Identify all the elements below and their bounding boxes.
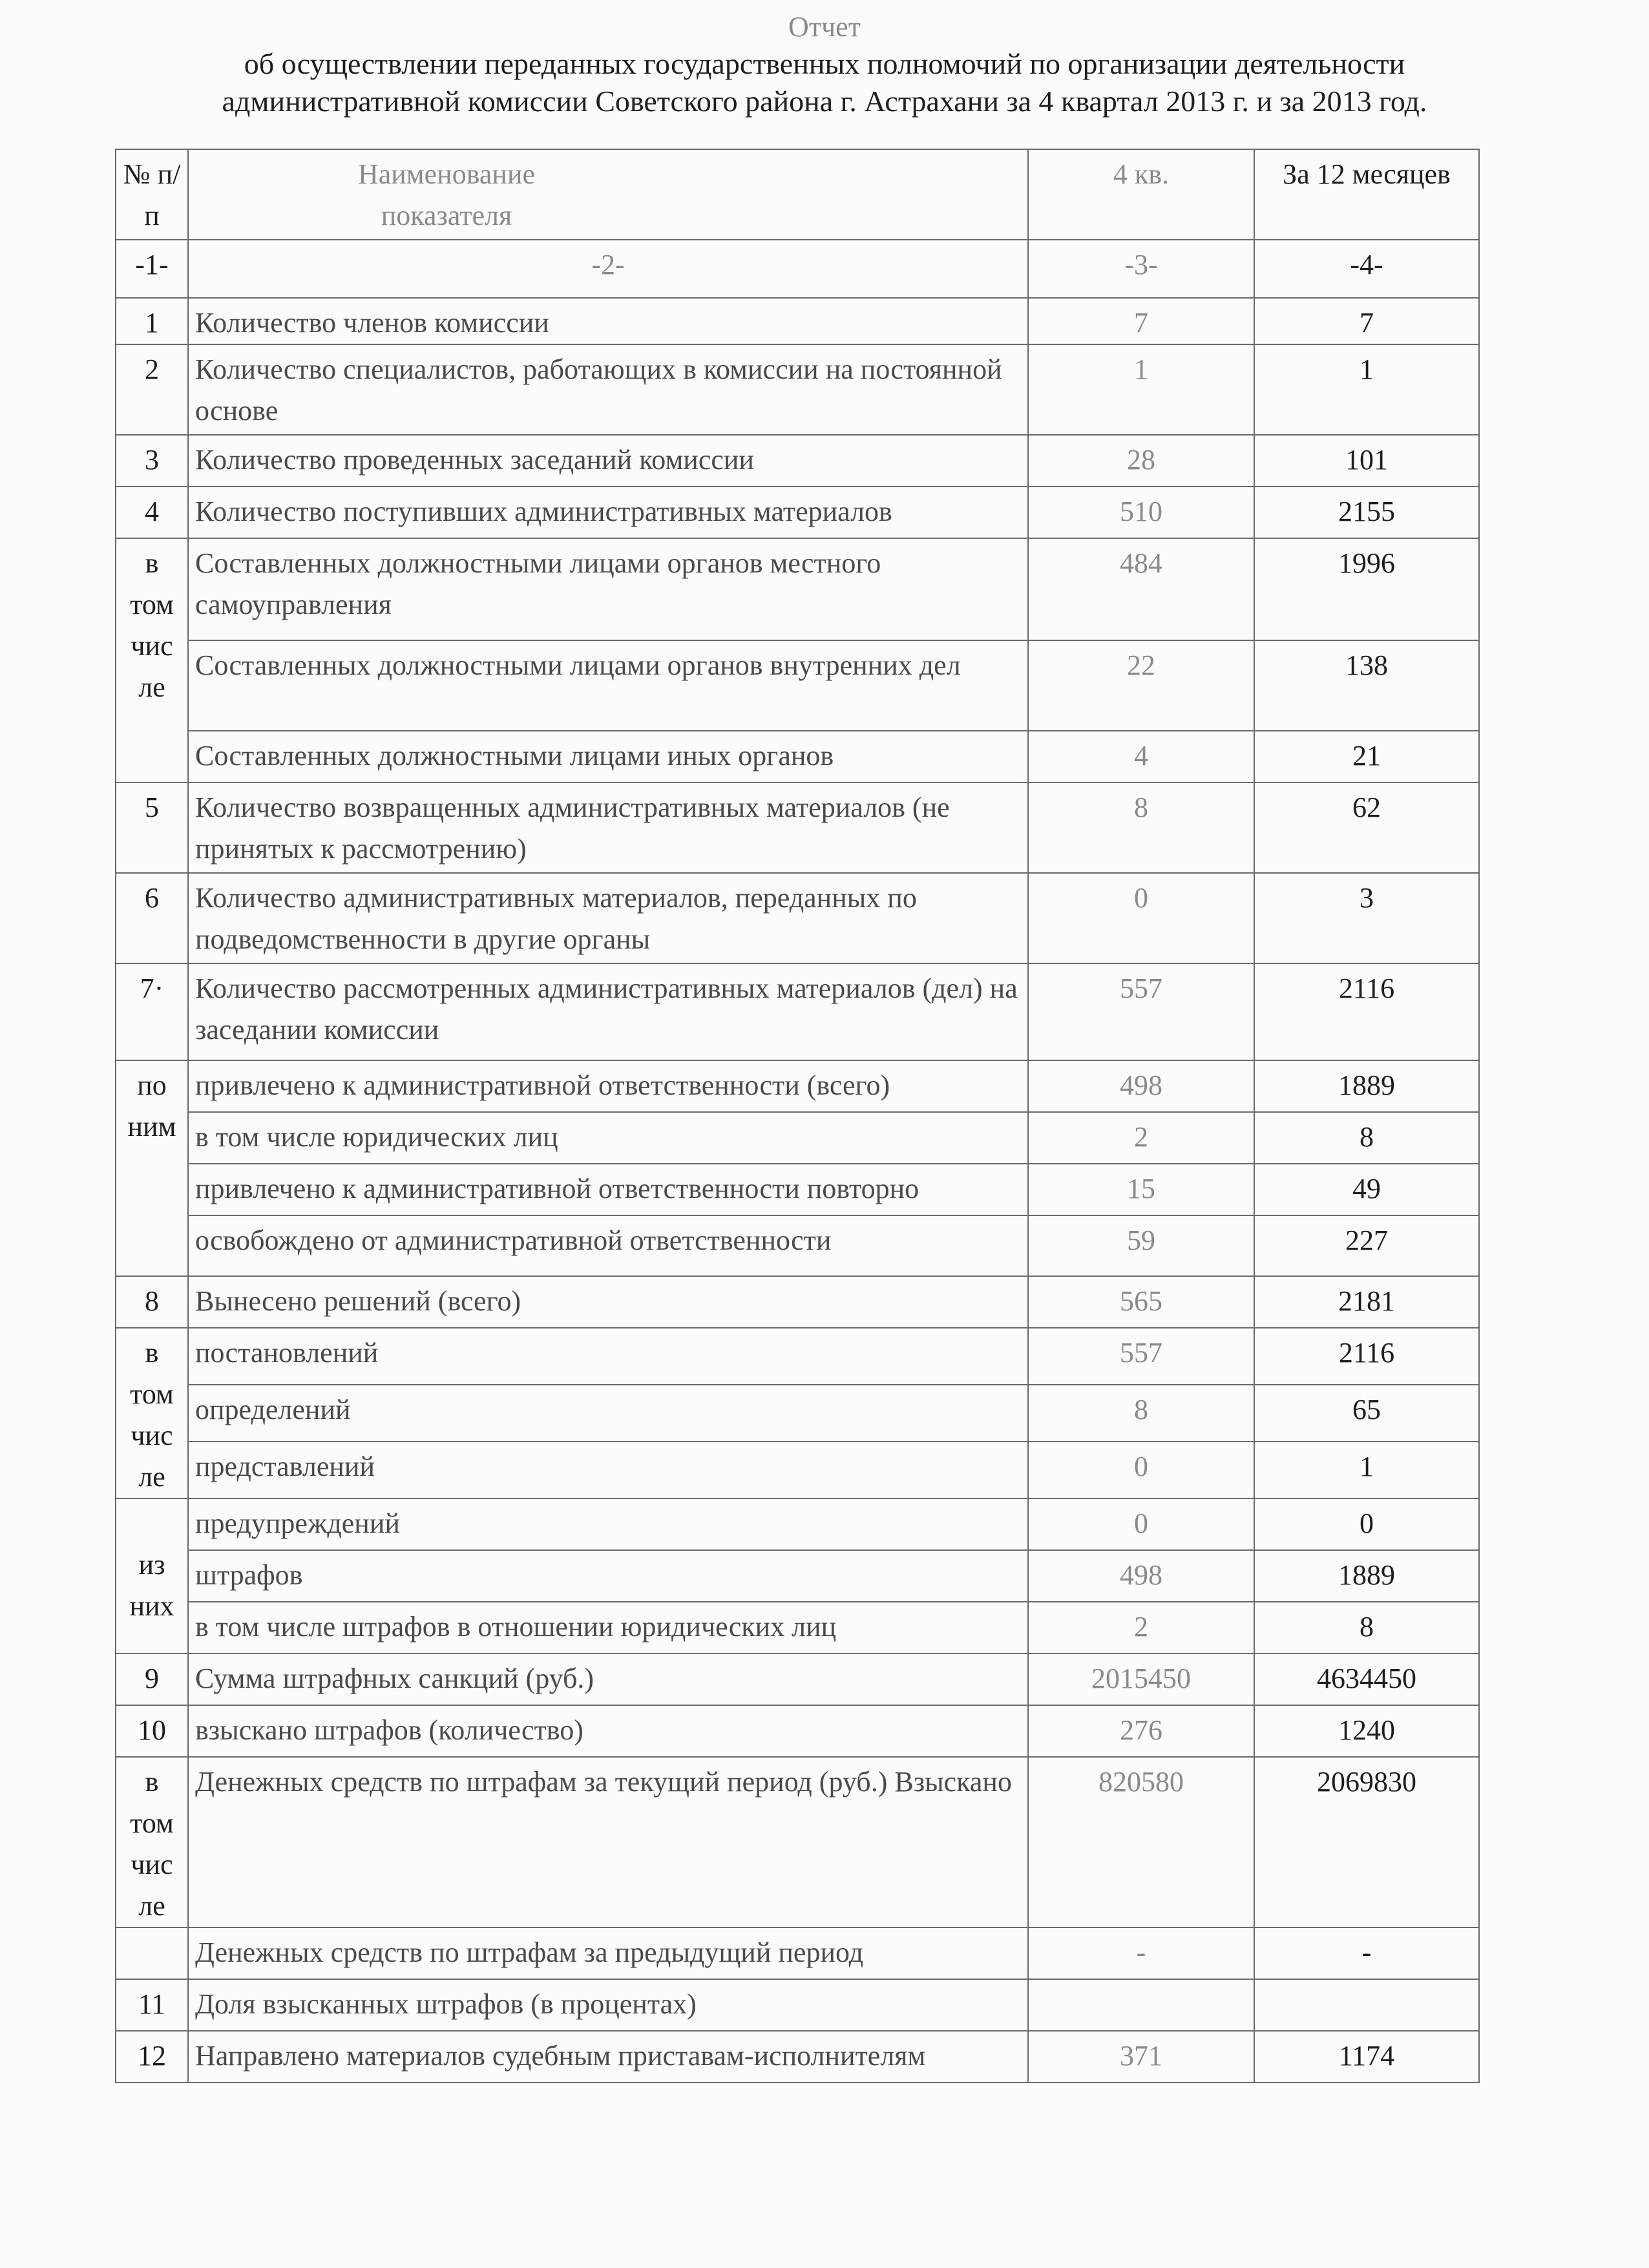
row-name: в том числе штрафов в отношении юридических лиц bbox=[188, 1602, 1028, 1654]
row-y12: 2069830 bbox=[1254, 1757, 1479, 1927]
row-y12: 227 bbox=[1254, 1215, 1479, 1276]
table-row bbox=[116, 1654, 1479, 1705]
row-y12: 21 bbox=[1254, 731, 1479, 782]
report-title bbox=[0, 9, 1649, 120]
table-row bbox=[116, 731, 1479, 782]
row-q4: 8 bbox=[1028, 782, 1254, 873]
colnum-2: -2- bbox=[188, 240, 1028, 298]
header-row bbox=[116, 149, 1479, 240]
table-row bbox=[116, 344, 1479, 435]
row-q4: 2 bbox=[1028, 1602, 1254, 1654]
table-row bbox=[116, 782, 1479, 873]
row-num: 5 bbox=[116, 782, 188, 873]
row-q4: 0 bbox=[1028, 873, 1254, 963]
row-y12: - bbox=[1254, 1927, 1479, 1979]
row-name: Направлено материалов судебным приставам-исполнителям bbox=[188, 2031, 1028, 2083]
row-q4: 0 bbox=[1028, 1498, 1254, 1550]
colnum-4: -4- bbox=[1254, 240, 1479, 298]
row-num: 1 bbox=[116, 298, 188, 344]
row-y12: 1889 bbox=[1254, 1550, 1479, 1602]
row-name: Количество поступивших административных материалов bbox=[188, 487, 1028, 538]
header-y12: За 12 месяцев bbox=[1254, 149, 1479, 240]
table-row bbox=[116, 1060, 1479, 1112]
table-row bbox=[116, 2031, 1479, 2083]
row-name: Количество административных материалов, переданных по подведомственности в другие органы bbox=[188, 873, 1028, 963]
title-line-2: об осуществлении переданных государственных полномочий по организации деятельности bbox=[244, 47, 1405, 80]
row-y12: 1889 bbox=[1254, 1060, 1479, 1112]
row-q4: 59 bbox=[1028, 1215, 1254, 1276]
row-name: освобождено от административной ответственности bbox=[188, 1215, 1028, 1276]
row-num: 7· bbox=[116, 963, 188, 1060]
row-q4: 7 bbox=[1028, 298, 1254, 344]
row-q4: 4 bbox=[1028, 731, 1254, 782]
row-q4: 28 bbox=[1028, 435, 1254, 487]
header-num: № п/п bbox=[116, 149, 188, 240]
row-name: Составленных должностными лицами иных органов bbox=[188, 731, 1028, 782]
row-y12: 4634450 bbox=[1254, 1654, 1479, 1705]
header-name: Наименование показателя bbox=[188, 149, 1028, 240]
table-row bbox=[116, 1164, 1479, 1215]
row-y12 bbox=[1254, 1979, 1479, 2031]
group-label-by-them: по ним bbox=[116, 1060, 188, 1276]
row-name: в том числе юридических лиц bbox=[188, 1112, 1028, 1164]
table-row bbox=[116, 640, 1479, 731]
row-num: 3 bbox=[116, 435, 188, 487]
row-name: Количество проведенных заседаний комиссии bbox=[188, 435, 1028, 487]
row-q4: 2 bbox=[1028, 1112, 1254, 1164]
row-y12: 2116 bbox=[1254, 1328, 1479, 1385]
row-y12: 138 bbox=[1254, 640, 1479, 731]
table-row bbox=[116, 1979, 1479, 2031]
table-row bbox=[116, 1927, 1479, 1979]
row-q4: 1 bbox=[1028, 344, 1254, 435]
group-label-in-that-number: в том чис ле bbox=[116, 1328, 188, 1498]
row-name: штрафов bbox=[188, 1550, 1028, 1602]
row-y12: 8 bbox=[1254, 1602, 1479, 1654]
row-q4: 510 bbox=[1028, 487, 1254, 538]
row-num: 4 bbox=[116, 487, 188, 538]
row-q4: 498 bbox=[1028, 1060, 1254, 1112]
row-name: определений bbox=[188, 1385, 1028, 1442]
row-name: Количество членов комиссии bbox=[188, 298, 1028, 344]
row-y12: 65 bbox=[1254, 1385, 1479, 1442]
row-q4 bbox=[1028, 1979, 1254, 2031]
table-row bbox=[116, 1328, 1479, 1385]
row-q4: 565 bbox=[1028, 1276, 1254, 1328]
row-q4: 371 bbox=[1028, 2031, 1254, 2083]
row-q4: 2015450 bbox=[1028, 1654, 1254, 1705]
row-q4: 484 bbox=[1028, 538, 1254, 640]
row-q4: 0 bbox=[1028, 1442, 1254, 1498]
row-num: 9 bbox=[116, 1654, 188, 1705]
table-row bbox=[116, 487, 1479, 538]
table-row bbox=[116, 435, 1479, 487]
column-number-row bbox=[116, 240, 1479, 298]
row-y12: 7 bbox=[1254, 298, 1479, 344]
title-line-1: Отчет bbox=[788, 11, 861, 43]
table-row bbox=[116, 963, 1479, 1060]
row-y12: 2155 bbox=[1254, 487, 1479, 538]
table-row bbox=[116, 1385, 1479, 1442]
row-q4: 22 bbox=[1028, 640, 1254, 731]
table-row bbox=[116, 1498, 1479, 1550]
row-name: взыскано штрафов (количество) bbox=[188, 1705, 1028, 1757]
group-label-in-that-number: в том чис ле bbox=[116, 1757, 188, 1927]
row-q4: - bbox=[1028, 1927, 1254, 1979]
colnum-3: -3- bbox=[1028, 240, 1254, 298]
table-row bbox=[116, 1705, 1479, 1757]
row-q4: 498 bbox=[1028, 1550, 1254, 1602]
table-row bbox=[116, 1112, 1479, 1164]
row-y12: 2116 bbox=[1254, 963, 1479, 1060]
row-name: Составленных должностными лицами органов местного самоуправления bbox=[188, 538, 1028, 640]
row-num: 6 bbox=[116, 873, 188, 963]
row-num: 2 bbox=[116, 344, 188, 435]
row-q4: 8 bbox=[1028, 1385, 1254, 1442]
row-q4: 820580 bbox=[1028, 1757, 1254, 1927]
report-table bbox=[115, 149, 1480, 2083]
row-y12: 1 bbox=[1254, 344, 1479, 435]
row-y12: 62 bbox=[1254, 782, 1479, 873]
row-y12: 49 bbox=[1254, 1164, 1479, 1215]
row-name: привлечено к административной ответственности (всего) bbox=[188, 1060, 1028, 1112]
colnum-1: -1- bbox=[116, 240, 188, 298]
row-q4: 557 bbox=[1028, 963, 1254, 1060]
row-q4: 557 bbox=[1028, 1328, 1254, 1385]
row-name: Денежных средств по штрафам за предыдущий период bbox=[188, 1927, 1028, 1979]
row-name: Количество специалистов, работающих в комиссии на постоянной основе bbox=[188, 344, 1028, 435]
row-name: Сумма штрафных санкций (руб.) bbox=[188, 1654, 1028, 1705]
row-num: 8 bbox=[116, 1276, 188, 1328]
row-name: Количество рассмотренных административных материалов (дел) на заседании комиссии bbox=[188, 963, 1028, 1060]
header-q4: 4 кв. bbox=[1028, 149, 1254, 240]
row-num: 10 bbox=[116, 1705, 188, 1757]
row-y12: 0 bbox=[1254, 1498, 1479, 1550]
table-row bbox=[116, 538, 1479, 640]
table-row bbox=[116, 1550, 1479, 1602]
row-y12: 1 bbox=[1254, 1442, 1479, 1498]
row-name: представлений bbox=[188, 1442, 1028, 1498]
row-y12: 1996 bbox=[1254, 538, 1479, 640]
table-row bbox=[116, 1276, 1479, 1328]
row-name: Количество возвращенных административных материалов (не принятых к рассмотрению) bbox=[188, 782, 1028, 873]
row-name: привлечено к административной ответственности повторно bbox=[188, 1164, 1028, 1215]
row-q4: 15 bbox=[1028, 1164, 1254, 1215]
row-y12: 2181 bbox=[1254, 1276, 1479, 1328]
row-y12: 8 bbox=[1254, 1112, 1479, 1164]
row-name: постановлений bbox=[188, 1328, 1028, 1385]
row-q4: 276 bbox=[1028, 1705, 1254, 1757]
row-num: 12 bbox=[116, 2031, 188, 2083]
row-y12: 1240 bbox=[1254, 1705, 1479, 1757]
group-label-of-them: из них bbox=[116, 1498, 188, 1654]
table-row bbox=[116, 1757, 1479, 1927]
table-row bbox=[116, 873, 1479, 963]
row-name: предупреждений bbox=[188, 1498, 1028, 1550]
row-num: 11 bbox=[116, 1979, 188, 2031]
table-row bbox=[116, 1215, 1479, 1276]
row-name: Составленных должностными лицами органов внутренних дел bbox=[188, 640, 1028, 731]
row-num-empty bbox=[116, 1927, 188, 1979]
table-row bbox=[116, 1442, 1479, 1498]
table-row bbox=[116, 298, 1479, 344]
row-y12: 3 bbox=[1254, 873, 1479, 963]
row-name: Вынесено решений (всего) bbox=[188, 1276, 1028, 1328]
row-name: Денежных средств по штрафам за текущий период (руб.) Взыскано bbox=[188, 1757, 1028, 1927]
row-name: Доля взысканных штрафов (в процентах) bbox=[188, 1979, 1028, 2031]
title-line-3: административной комиссии Советского района г. Астрахани за 4 квартал 2013 г. и за 2013 год. bbox=[222, 85, 1427, 118]
row-y12: 1174 bbox=[1254, 2031, 1479, 2083]
group-label-in-that-number: в том чис ле bbox=[116, 538, 188, 782]
table-row bbox=[116, 1602, 1479, 1654]
row-y12: 101 bbox=[1254, 435, 1479, 487]
